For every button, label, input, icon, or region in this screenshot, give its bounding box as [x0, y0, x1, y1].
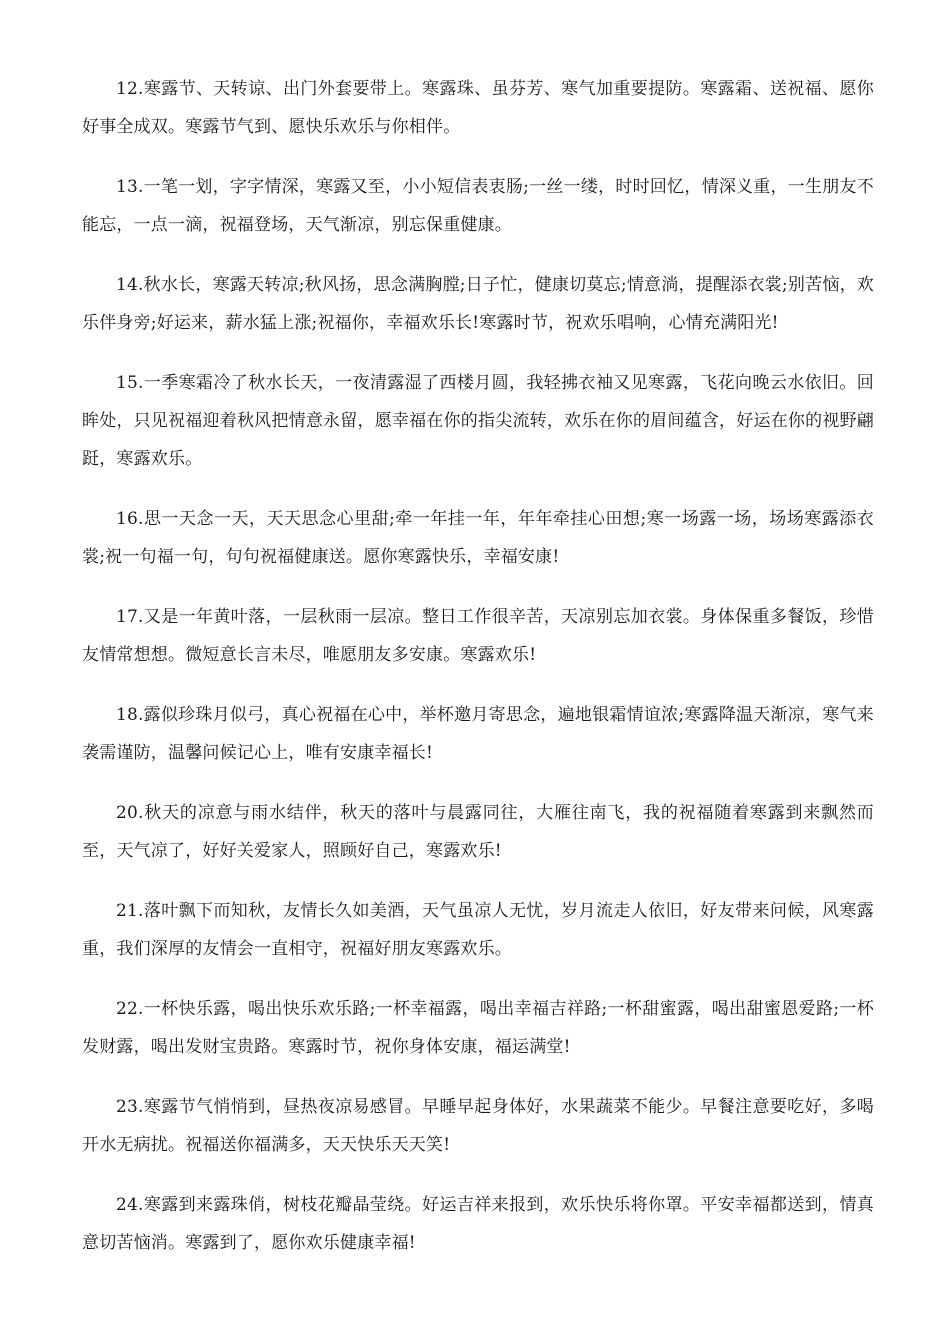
paragraph-13: 13.一笔一划，字字情深，寒露又至，小小短信表衷肠;一丝一缕，时时回忆，情深义重，一生朋友不能忘，一点一滴，祝福登场，天气渐凉，别忘保重健康。 — [82, 177, 874, 235]
paragraph-21: 21.落叶飘下而知秋，友情长久如美酒，天气虽凉人无忧，岁月流走人依旧，好友带来问候，风寒露重，我们深厚的友情会一直相守，祝福好朋友寒露欢乐。 — [82, 901, 874, 959]
paragraph-18: 18.露似珍珠月似弓，真心祝福在心中，举杯邀月寄思念，遍地银霜情谊浓;寒露降温天渐凉，寒气来袭需谨防，温馨问候记心上，唯有安康幸福长! — [82, 705, 874, 763]
paragraph-16: 16.思一天念一天，天天思念心里甜;牵一年挂一年，年年牵挂心田想;寒一场露一场，场场寒露添衣裳;祝一句福一句，句句祝福健康送。愿你寒露快乐，幸福安康! — [82, 509, 874, 567]
paragraph-15: 15.一季寒霜冷了秋水长天，一夜清露湿了西楼月圆，我轻拂衣袖又见寒露，飞花向晚云水依旧。回眸处，只见祝福迎着秋风把情意永留，愿幸福在你的指尖流转，欢乐在你的眉间蕴含，好运在你的视野翩跹，寒露欢乐。 — [82, 373, 874, 469]
paragraph-14: 14.秋水长，寒露天转凉;秋风扬，思念满胸膛;日子忙，健康切莫忘;情意淌，提醒添衣裳;别苦恼，欢乐伴身旁;好运来，薪水猛上涨;祝福你，幸福欢乐长!寒露时节，祝欢乐唱响，心情充满阳光! — [82, 275, 874, 333]
paragraph-12: 12.寒露节、天转谅、出门外套要带上。寒露珠、虽芬芳、寒气加重要提防。寒露霜、送祝福、愿你好事全成双。寒露节气到、愿快乐欢乐与你相伴。 — [82, 79, 874, 137]
paragraph-22: 22.一杯快乐露，喝出快乐欢乐路;一杯幸福露，喝出幸福吉祥路;一杯甜蜜露，喝出甜蜜恩爱路;一杯发财露，喝出发财宝贵路。寒露时节，祝你身体安康，福运满堂! — [82, 999, 874, 1057]
paragraph-24: 24.寒露到来露珠俏，树枝花瓣晶莹绕。好运吉祥来报到，欢乐快乐将你罩。平安幸福都送到，情真意切苦恼消。寒露到了，愿你欢乐健康幸福! — [82, 1195, 874, 1253]
paragraph-20: 20.秋天的凉意与雨水结伴，秋天的落叶与晨露同往，大雁往南飞，我的祝福随着寒露到来飘然而至，天气凉了，好好关爱家人，照顾好自己，寒露欢乐! — [82, 803, 874, 861]
paragraph-17: 17.又是一年黄叶落，一层秋雨一层凉。整日工作很辛苦，天凉别忘加衣裳。身体保重多餐饭，珍惜友情常想想。微短意长言未尽，唯愿朋友多安康。寒露欢乐! — [82, 607, 874, 665]
paragraph-23: 23.寒露节气悄悄到，昼热夜凉易感冒。早睡早起身体好，水果蔬菜不能少。早餐注意要吃好，多喝开水无病扰。祝福送你福满多，天天快乐天天笑! — [82, 1097, 874, 1155]
